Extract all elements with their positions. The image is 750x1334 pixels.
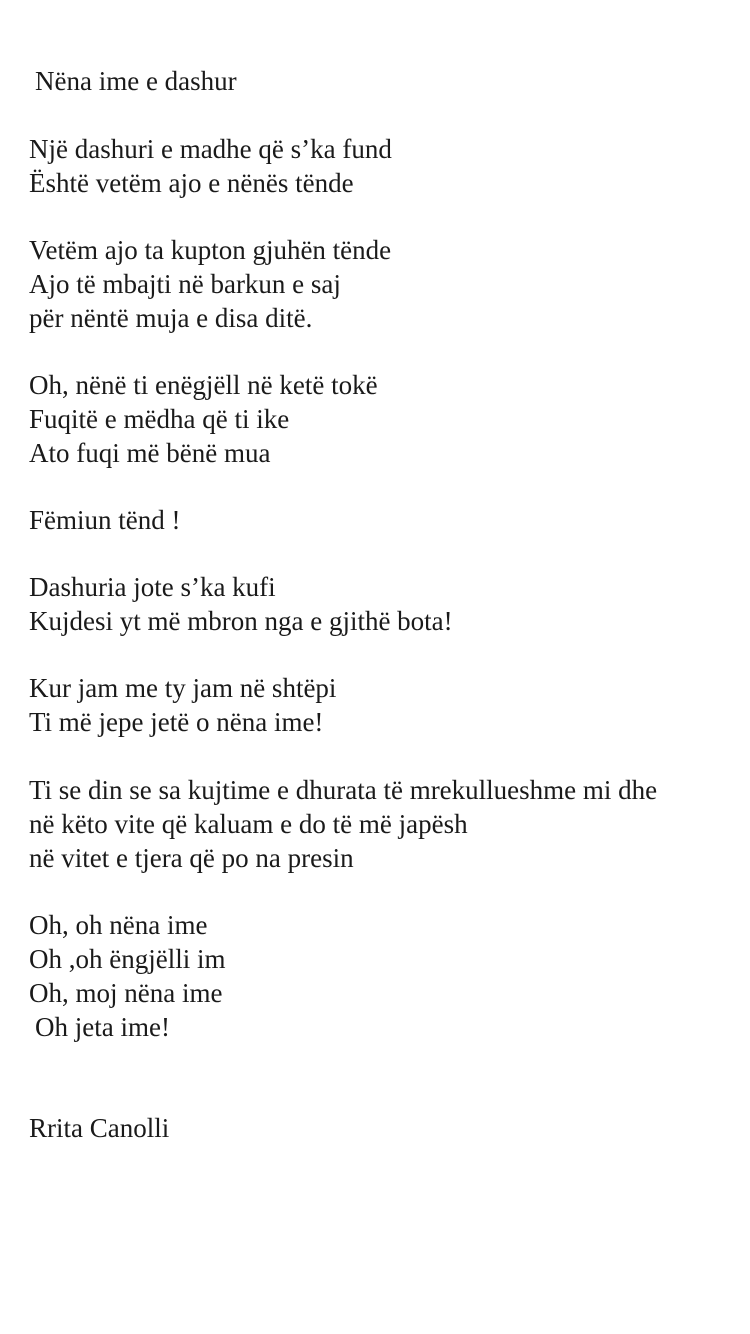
poem-line: Fuqitë e mëdha që ti ike — [29, 404, 290, 434]
poem-line: Kur jam me ty jam në shtëpi — [29, 673, 337, 703]
poem-line: Ajo të mbajti në barkun e saj — [29, 269, 341, 299]
poem-line: Oh, nënë ti enëgjëll në ketë tokë — [29, 370, 378, 400]
poem-line: Ti më jepe jetë o nëna ime! — [29, 707, 324, 737]
poem-line: Një dashuri e madhe që s’ka fund — [29, 134, 392, 164]
poem-line: Oh, moj nëna ime — [29, 978, 223, 1008]
poem-line: Është vetëm ajo e nënës tënde — [29, 168, 354, 198]
poem-line: Fëmiun tënd ! — [29, 505, 181, 535]
poem-line: Kujdesi yt më mbron nga e gjithë bota! — [29, 606, 453, 636]
poem-line: Dashuria jote s’ka kufi — [29, 572, 276, 602]
poem-line: Oh ,oh ëngjëlli im — [29, 944, 226, 974]
poem-line: në këto vite që kaluam e do të më japësh — [29, 809, 468, 839]
poem-line: Vetëm ajo ta kupton gjuhën tënde — [29, 235, 392, 265]
poem-line: Ti se din se sa kujtime e dhurata të mrekullueshme mi dhe — [29, 775, 658, 805]
poem-author: Rrita Canolli — [29, 1113, 170, 1143]
poem-line: Oh, oh nëna ime — [29, 910, 208, 940]
poem-line: Oh jeta ime! — [35, 1012, 170, 1042]
poem-title: Nëna ime e dashur — [35, 66, 237, 96]
poem-line: Ato fuqi më bënë mua — [29, 438, 271, 468]
poem-line: për nëntë muja e disa ditë. — [29, 303, 313, 333]
poem-line: në vitet e tjera që po na presin — [29, 843, 354, 873]
